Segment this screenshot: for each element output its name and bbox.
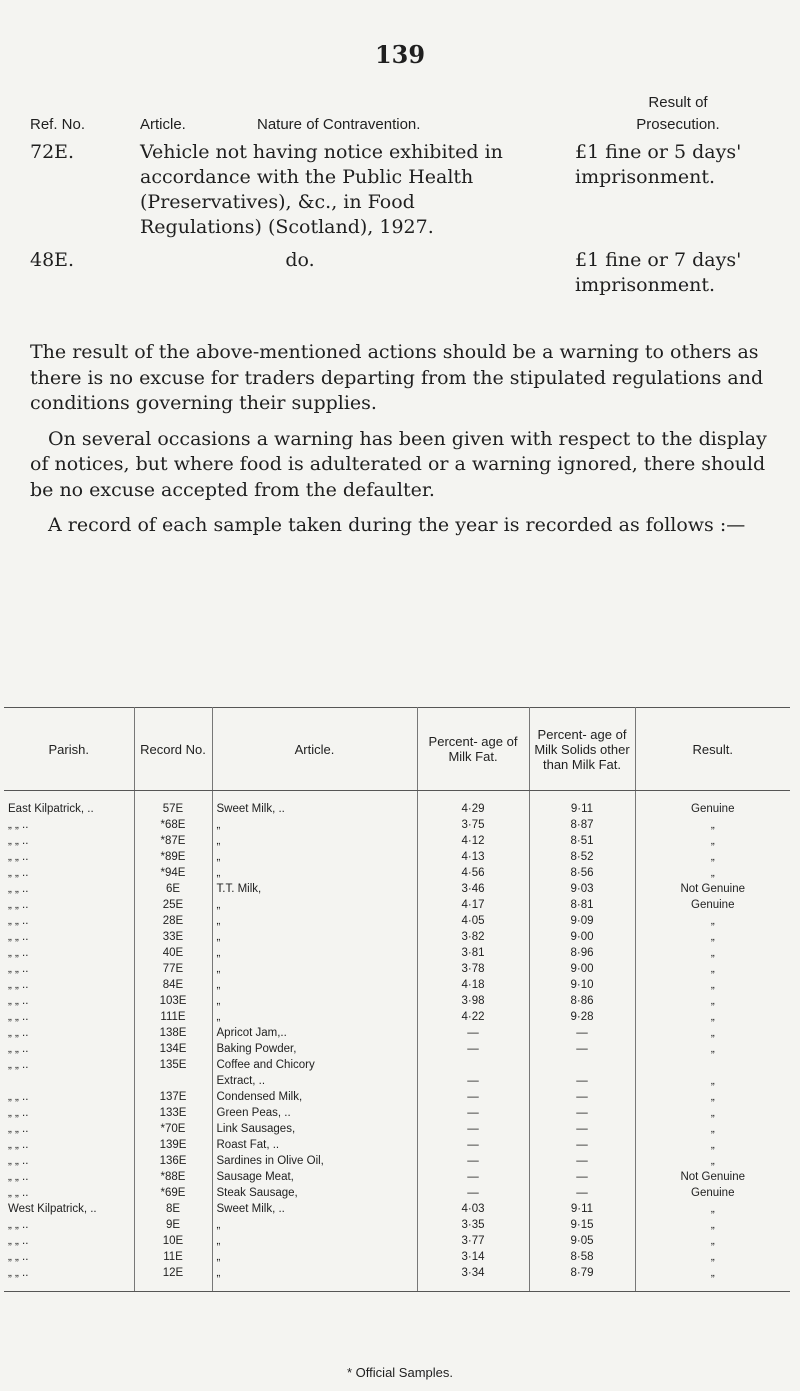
cell-parish: „ „ .. [4,1121,134,1137]
cell-milk-solids: — [529,1041,635,1057]
cell-record-no [134,1073,212,1089]
cell-article: „ [212,897,417,913]
table-row [4,1089,790,1105]
cell-record-no: *94E [134,865,212,881]
cell-record-no: 134E [134,1041,212,1057]
col-header-record-no: Record No. [134,708,212,791]
prosecution-cases [30,78,775,334]
cell-article: „ [212,913,417,929]
cell-article: Green Peas, .. [212,1105,417,1121]
cell-record-no: 11E [134,1249,212,1265]
cell-result: „ [710,867,715,879]
cell-result: „ [710,931,715,943]
cell-article: „ [212,817,417,833]
cell-record-no: *87E [134,833,212,849]
cell-milk-fat: — [417,1073,529,1089]
cell-parish: „ „ .. [4,833,134,849]
cell-parish: „ „ .. [4,1009,134,1025]
table-row [4,1025,790,1041]
cell-article: Link Sausages, [212,1121,417,1137]
cell-milk-solids: 8·58 [529,1249,635,1265]
table-row [4,897,790,913]
cell-article: T.T. Milk, [212,881,417,897]
col-header-parish: Parish. [4,708,134,791]
cell-milk-fat: 3·75 [417,817,529,833]
table-row [4,1057,790,1073]
cell-record-no: 103E [134,993,212,1009]
cell-result: „ [710,1139,715,1151]
cell-result: Not Genuine [680,1171,746,1183]
cell-record-no: 139E [134,1137,212,1153]
cell-article: „ [212,1009,417,1025]
cell-milk-solids: — [529,1105,635,1121]
header-result-line2: Prosecution. [636,116,720,133]
cell-milk-fat: — [417,1121,529,1137]
cell-result: „ [710,915,715,927]
cell-milk-solids: 9·11 [529,791,635,818]
case-nature: Vehicle not having notice exhibited in accordance with the Public Health (Preservatives), &c., in Food Regulations) (Scotland), 1927. [140,141,503,238]
header-result [603,92,753,136]
cell-record-no: 40E [134,945,212,961]
cell-record-no: 6E [134,881,212,897]
cell-parish: „ „ .. [4,1089,134,1105]
cell-milk-fat: — [417,1185,529,1201]
cell-milk-solids: 8·81 [529,897,635,913]
table-row [4,1169,790,1185]
cell-result: „ [710,819,715,831]
cell-milk-solids: 9·00 [529,929,635,945]
cell-parish: „ „ .. [4,1105,134,1121]
col-header-article: Article. [212,708,417,791]
cell-parish: „ „ .. [4,993,134,1009]
cell-milk-solids: 8·79 [529,1265,635,1292]
cell-result [635,1057,790,1073]
cell-milk-solids: — [529,1089,635,1105]
cell-milk-fat: 4·03 [417,1201,529,1217]
cell-article: Roast Fat, .. [212,1137,417,1153]
cell-milk-solids: — [529,1153,635,1169]
cell-article: Sweet Milk, .. [212,1201,417,1217]
table-row [4,881,790,897]
cell-parish: „ „ .. [4,897,134,913]
cell-record-no: 135E [134,1057,212,1073]
cell-article: Sausage Meat, [212,1169,417,1185]
cell-record-no: 12E [134,1265,212,1292]
table-row [4,817,790,833]
cell-article: „ [212,833,417,849]
cell-parish: „ „ .. [4,865,134,881]
cell-parish: „ „ .. [4,817,134,833]
cell-article: Sweet Milk, .. [212,791,417,818]
cell-milk-fat: 3·98 [417,993,529,1009]
cell-record-no: 136E [134,1153,212,1169]
header-ref-no: Ref. No. [30,116,86,133]
cell-article: „ [212,993,417,1009]
cell-parish: West Kilpatrick, .. [4,1201,134,1217]
table-row [4,791,790,818]
cell-milk-fat: 4·13 [417,849,529,865]
cell-parish: „ „ .. [4,1025,134,1041]
header-nature: Nature of Contravention. [257,116,421,133]
case-ref: 48E. [30,249,75,271]
cell-milk-solids: — [529,1121,635,1137]
table-row [4,1265,790,1292]
samples-table-body [4,791,790,1292]
col-header-result: Result. [635,708,790,791]
cell-milk-fat: 3·77 [417,1233,529,1249]
table-row [4,1009,790,1025]
cell-milk-solids: — [529,1185,635,1201]
cell-article: Steak Sausage, [212,1185,417,1201]
cell-milk-solids: — [529,1137,635,1153]
cell-milk-fat: — [417,1137,529,1153]
cell-parish: „ „ .. [4,1137,134,1153]
cell-parish: „ „ .. [4,1041,134,1057]
footnote: * Official Samples. [347,1365,453,1380]
cell-article: „ [212,945,417,961]
cell-result: „ [710,1091,715,1103]
cell-parish: „ „ .. [4,849,134,865]
cell-article: „ [212,1249,417,1265]
cell-record-no: 33E [134,929,212,945]
case-nature: do. [285,249,315,271]
cell-result: „ [710,963,715,975]
col-header-milk-fat: Percent- age of Milk Fat. [417,708,529,791]
samples-table-container [4,707,790,1292]
cell-article: Condensed Milk, [212,1089,417,1105]
cell-article: Sardines in Olive Oil, [212,1153,417,1169]
cell-milk-solids: 9·15 [529,1217,635,1233]
cell-milk-fat: 3·14 [417,1249,529,1265]
cell-article: „ [212,1265,417,1292]
cell-parish: „ „ .. [4,1217,134,1233]
table-row [4,1233,790,1249]
cell-milk-solids: 9·11 [529,1201,635,1217]
cell-record-no: *89E [134,849,212,865]
table-row [4,1185,790,1201]
cell-parish: „ „ .. [4,881,134,897]
cell-parish: East Kilpatrick, .. [4,791,134,818]
cell-milk-fat: 3·78 [417,961,529,977]
cell-result: „ [710,1123,715,1135]
col-header-milk-solids: Percent- age of Milk Solids other than Milk Fat. [529,708,635,791]
cell-result: „ [710,979,715,991]
cell-milk-fat: 3·35 [417,1217,529,1233]
cell-article: Coffee and Chicory [212,1057,417,1073]
paragraph: The result of the above-mentioned actions should be a warning to others as there is no excuse for traders departing from the stipulated regulations and conditions governing their supplies. [30,341,764,414]
body-text [30,340,770,549]
cell-article: „ [212,929,417,945]
cell-record-no: 133E [134,1105,212,1121]
cell-record-no: 111E [134,1009,212,1025]
cell-result: „ [710,1219,715,1231]
cell-milk-solids [529,1057,635,1073]
cell-parish: „ „ .. [4,977,134,993]
cell-milk-fat [417,1057,529,1073]
cell-milk-solids: 9·10 [529,977,635,993]
cell-milk-fat: 4·22 [417,1009,529,1025]
cell-milk-fat: — [417,1025,529,1041]
cell-milk-solids: 8·86 [529,993,635,1009]
cell-record-no: *69E [134,1185,212,1201]
cell-milk-solids: 8·51 [529,833,635,849]
table-row [4,833,790,849]
table-row [4,1121,790,1137]
cell-result: Genuine [691,803,735,815]
cell-milk-fat: 4·05 [417,913,529,929]
cell-milk-solids: 9·09 [529,913,635,929]
cell-result: „ [710,1251,715,1263]
cell-result: „ [710,851,715,863]
cell-result: Genuine [691,1187,735,1199]
cell-parish: „ „ .. [4,913,134,929]
cell-parish [4,1073,134,1089]
table-row [4,961,790,977]
cell-parish: „ „ .. [4,1249,134,1265]
samples-table [4,707,790,1292]
cell-parish: „ „ .. [4,929,134,945]
header-result-line1: Result of [648,94,708,111]
case-row [30,248,775,326]
cell-record-no: 28E [134,913,212,929]
cell-record-no: 57E [134,791,212,818]
cell-result: „ [710,1043,715,1055]
cell-result: „ [710,1027,715,1039]
cell-result: Genuine [691,899,735,911]
cell-parish: „ „ .. [4,945,134,961]
cell-record-no: 8E [134,1201,212,1217]
cases-header [30,78,775,140]
table-row [4,993,790,1009]
cell-record-no: 9E [134,1217,212,1233]
cell-article: Apricot Jam,.. [212,1025,417,1041]
cell-result: „ [710,995,715,1007]
cell-record-no: *68E [134,817,212,833]
table-row [4,929,790,945]
page-number: 139 [374,40,426,69]
paragraph: On several occasions a warning has been given with respect to the display of notices, but where food is adulterated or a warning ignored, there should be no excuse accepted from the defaulter. [30,427,767,501]
cell-milk-fat: 3·34 [417,1265,529,1292]
cell-article: „ [212,849,417,865]
table-row [4,1137,790,1153]
cell-milk-fat: — [417,1153,529,1169]
cell-parish: „ „ .. [4,1233,134,1249]
cell-record-no: 84E [134,977,212,993]
table-row [4,1073,790,1089]
cell-milk-solids: 8·87 [529,817,635,833]
cell-milk-fat: — [417,1169,529,1185]
cell-record-no: *70E [134,1121,212,1137]
cell-milk-fat: 4·29 [417,791,529,818]
table-row [4,865,790,881]
table-row [4,1105,790,1121]
cell-record-no: 138E [134,1025,212,1041]
cell-result: Not Genuine [680,883,746,895]
cell-result: „ [710,835,715,847]
cell-milk-fat: 4·12 [417,833,529,849]
table-row [4,913,790,929]
cell-milk-fat: 4·17 [417,897,529,913]
table-row [4,945,790,961]
cell-result: „ [710,1075,715,1087]
cell-parish: „ „ .. [4,1169,134,1185]
cell-milk-fat: 3·81 [417,945,529,961]
cell-milk-solids: — [529,1073,635,1089]
cell-milk-fat: — [417,1089,529,1105]
cell-milk-solids: 8·96 [529,945,635,961]
cell-milk-fat: — [417,1041,529,1057]
cell-milk-fat: 3·46 [417,881,529,897]
cell-milk-solids: — [529,1169,635,1185]
cell-result: „ [710,1203,715,1215]
cell-milk-solids: — [529,1025,635,1041]
cell-milk-solids: 8·52 [529,849,635,865]
cell-parish: „ „ .. [4,1153,134,1169]
header-article: Article. [140,116,186,133]
cell-milk-fat: — [417,1105,529,1121]
case-ref: 72E. [30,141,75,163]
cell-milk-solids: 9·28 [529,1009,635,1025]
cell-record-no: *88E [134,1169,212,1185]
cell-article: Baking Powder, [212,1041,417,1057]
cell-result: „ [710,1235,715,1247]
cell-record-no: 10E [134,1233,212,1249]
table-row [4,1249,790,1265]
cell-article: „ [212,1217,417,1233]
case-result: £1 fine or 5 days' imprisonment. [575,141,742,188]
paragraph: A record of each sample taken during the year is recorded as follows :— [48,514,746,536]
table-row [4,977,790,993]
table-row [4,1201,790,1217]
cell-result: „ [710,1155,715,1167]
cell-parish: „ „ .. [4,1057,134,1073]
table-row [4,849,790,865]
cell-milk-solids: 8·56 [529,865,635,881]
cell-milk-solids: 9·05 [529,1233,635,1249]
cell-milk-solids: 9·03 [529,881,635,897]
cell-article: „ [212,977,417,993]
cell-parish: „ „ .. [4,1185,134,1201]
cell-milk-fat: 4·18 [417,977,529,993]
cell-milk-fat: 3·82 [417,929,529,945]
cell-milk-solids: 9·00 [529,961,635,977]
case-row [30,140,775,240]
cell-parish: „ „ .. [4,961,134,977]
cell-result: „ [710,947,715,959]
cell-result: „ [635,1265,790,1292]
table-row [4,1041,790,1057]
cell-result: „ [710,1011,715,1023]
cell-result: „ [710,1107,715,1119]
cell-milk-fat: 4·56 [417,865,529,881]
cell-parish: „ „ .. [4,1265,134,1292]
cell-article: „ [212,865,417,881]
cell-article: „ [212,961,417,977]
cell-record-no: 25E [134,897,212,913]
cell-article: „ [212,1233,417,1249]
table-row [4,1153,790,1169]
cell-record-no: 137E [134,1089,212,1105]
table-row [4,1217,790,1233]
cell-record-no: 77E [134,961,212,977]
cell-article: Extract, .. [212,1073,417,1089]
case-result: £1 fine or 7 days' imprisonment. [575,249,742,296]
